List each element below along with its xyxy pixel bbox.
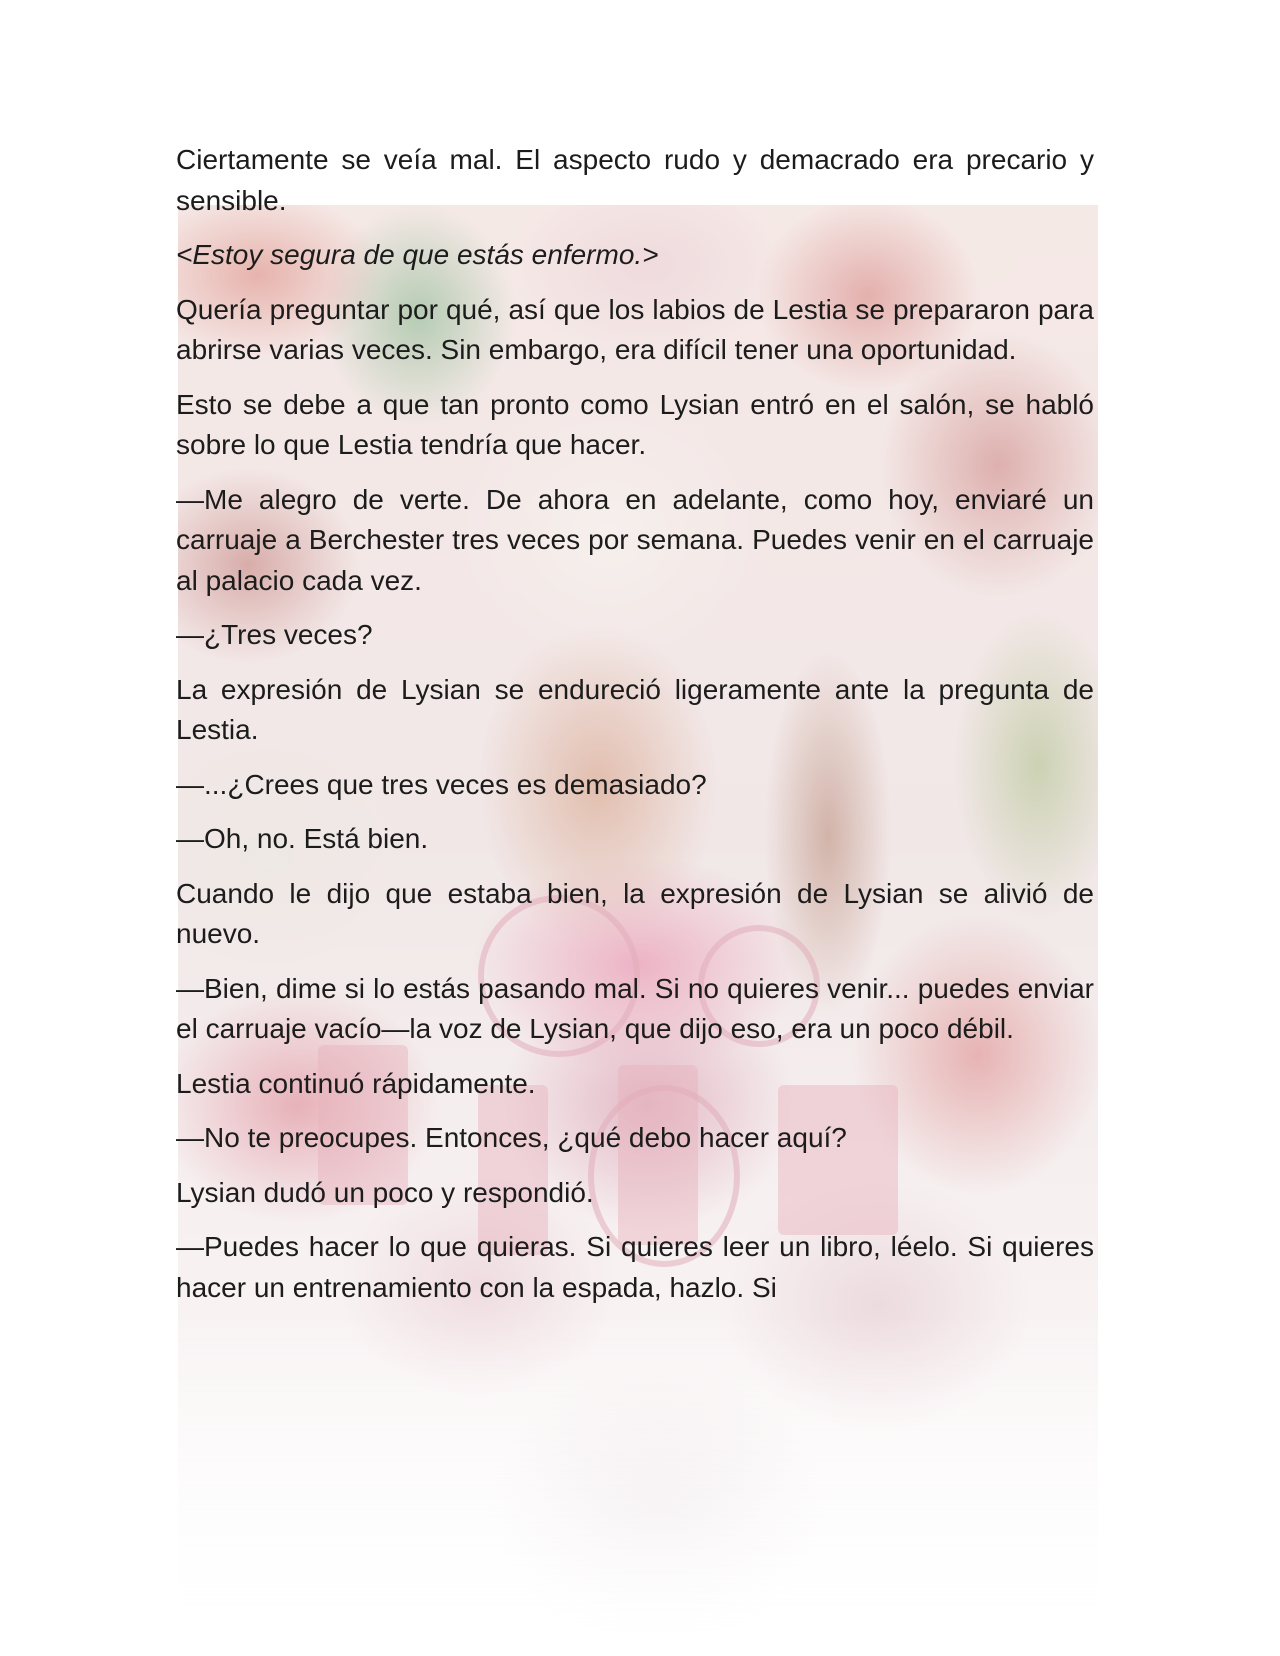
paragraph: Lestia continuó rápidamente.	[176, 1067, 536, 1099]
paragraph: —...¿Crees que tres veces es demasiado?	[176, 768, 707, 800]
paragraph: Lysian dudó un poco y respondió.	[176, 1176, 594, 1208]
paragraph: —Oh, no. Está bien.	[176, 823, 429, 854]
paragraph: Ciertamente se veía mal. El aspecto rudo y demacrado era precario y sensible.	[176, 144, 1094, 216]
paragraph: —¿Tres veces?	[176, 619, 373, 650]
paragraph: Cuando le dijo que estaba bien, la expresión de Lysian se alivió de nuevo.	[176, 877, 1094, 949]
paragraph: <Estoy segura de que estás enfermo.>	[176, 239, 659, 270]
paragraph: —Me alegro de verte. De ahora en adelante, como hoy, enviaré un carruaje a Berchester tres veces por semana. Puedes venir en el carruaje al palacio cada vez.	[176, 483, 1094, 596]
paragraph: —Puedes hacer lo que quieras. Si quieres leer un libro, léelo. Si quieres hacer un entrenamiento con la espada, hazlo. Si	[176, 1231, 1094, 1303]
paragraph: Esto se debe a que tan pronto como Lysian entró en el salón, se habló sobre lo que Lestia tendría que hacer.	[176, 388, 1094, 460]
paragraph: La expresión de Lysian se endureció ligeramente ante la pregunta de Lestia.	[176, 673, 1094, 745]
paragraph: —Bien, dime si lo estás pasando mal. Si no quieres venir... puedes enviar el carruaje vacío—la voz de Lysian, que dijo eso, era un poco débil.	[176, 972, 1094, 1044]
document-body	[176, 140, 1094, 1322]
paragraph: Quería preguntar por qué, así que los labios de Lestia se prepararon para abrirse varias veces. Sin embargo, era difícil tener una oportunidad.	[176, 293, 1094, 365]
paragraph: —No te preocupes. Entonces, ¿qué debo hacer aquí?	[176, 1122, 847, 1153]
